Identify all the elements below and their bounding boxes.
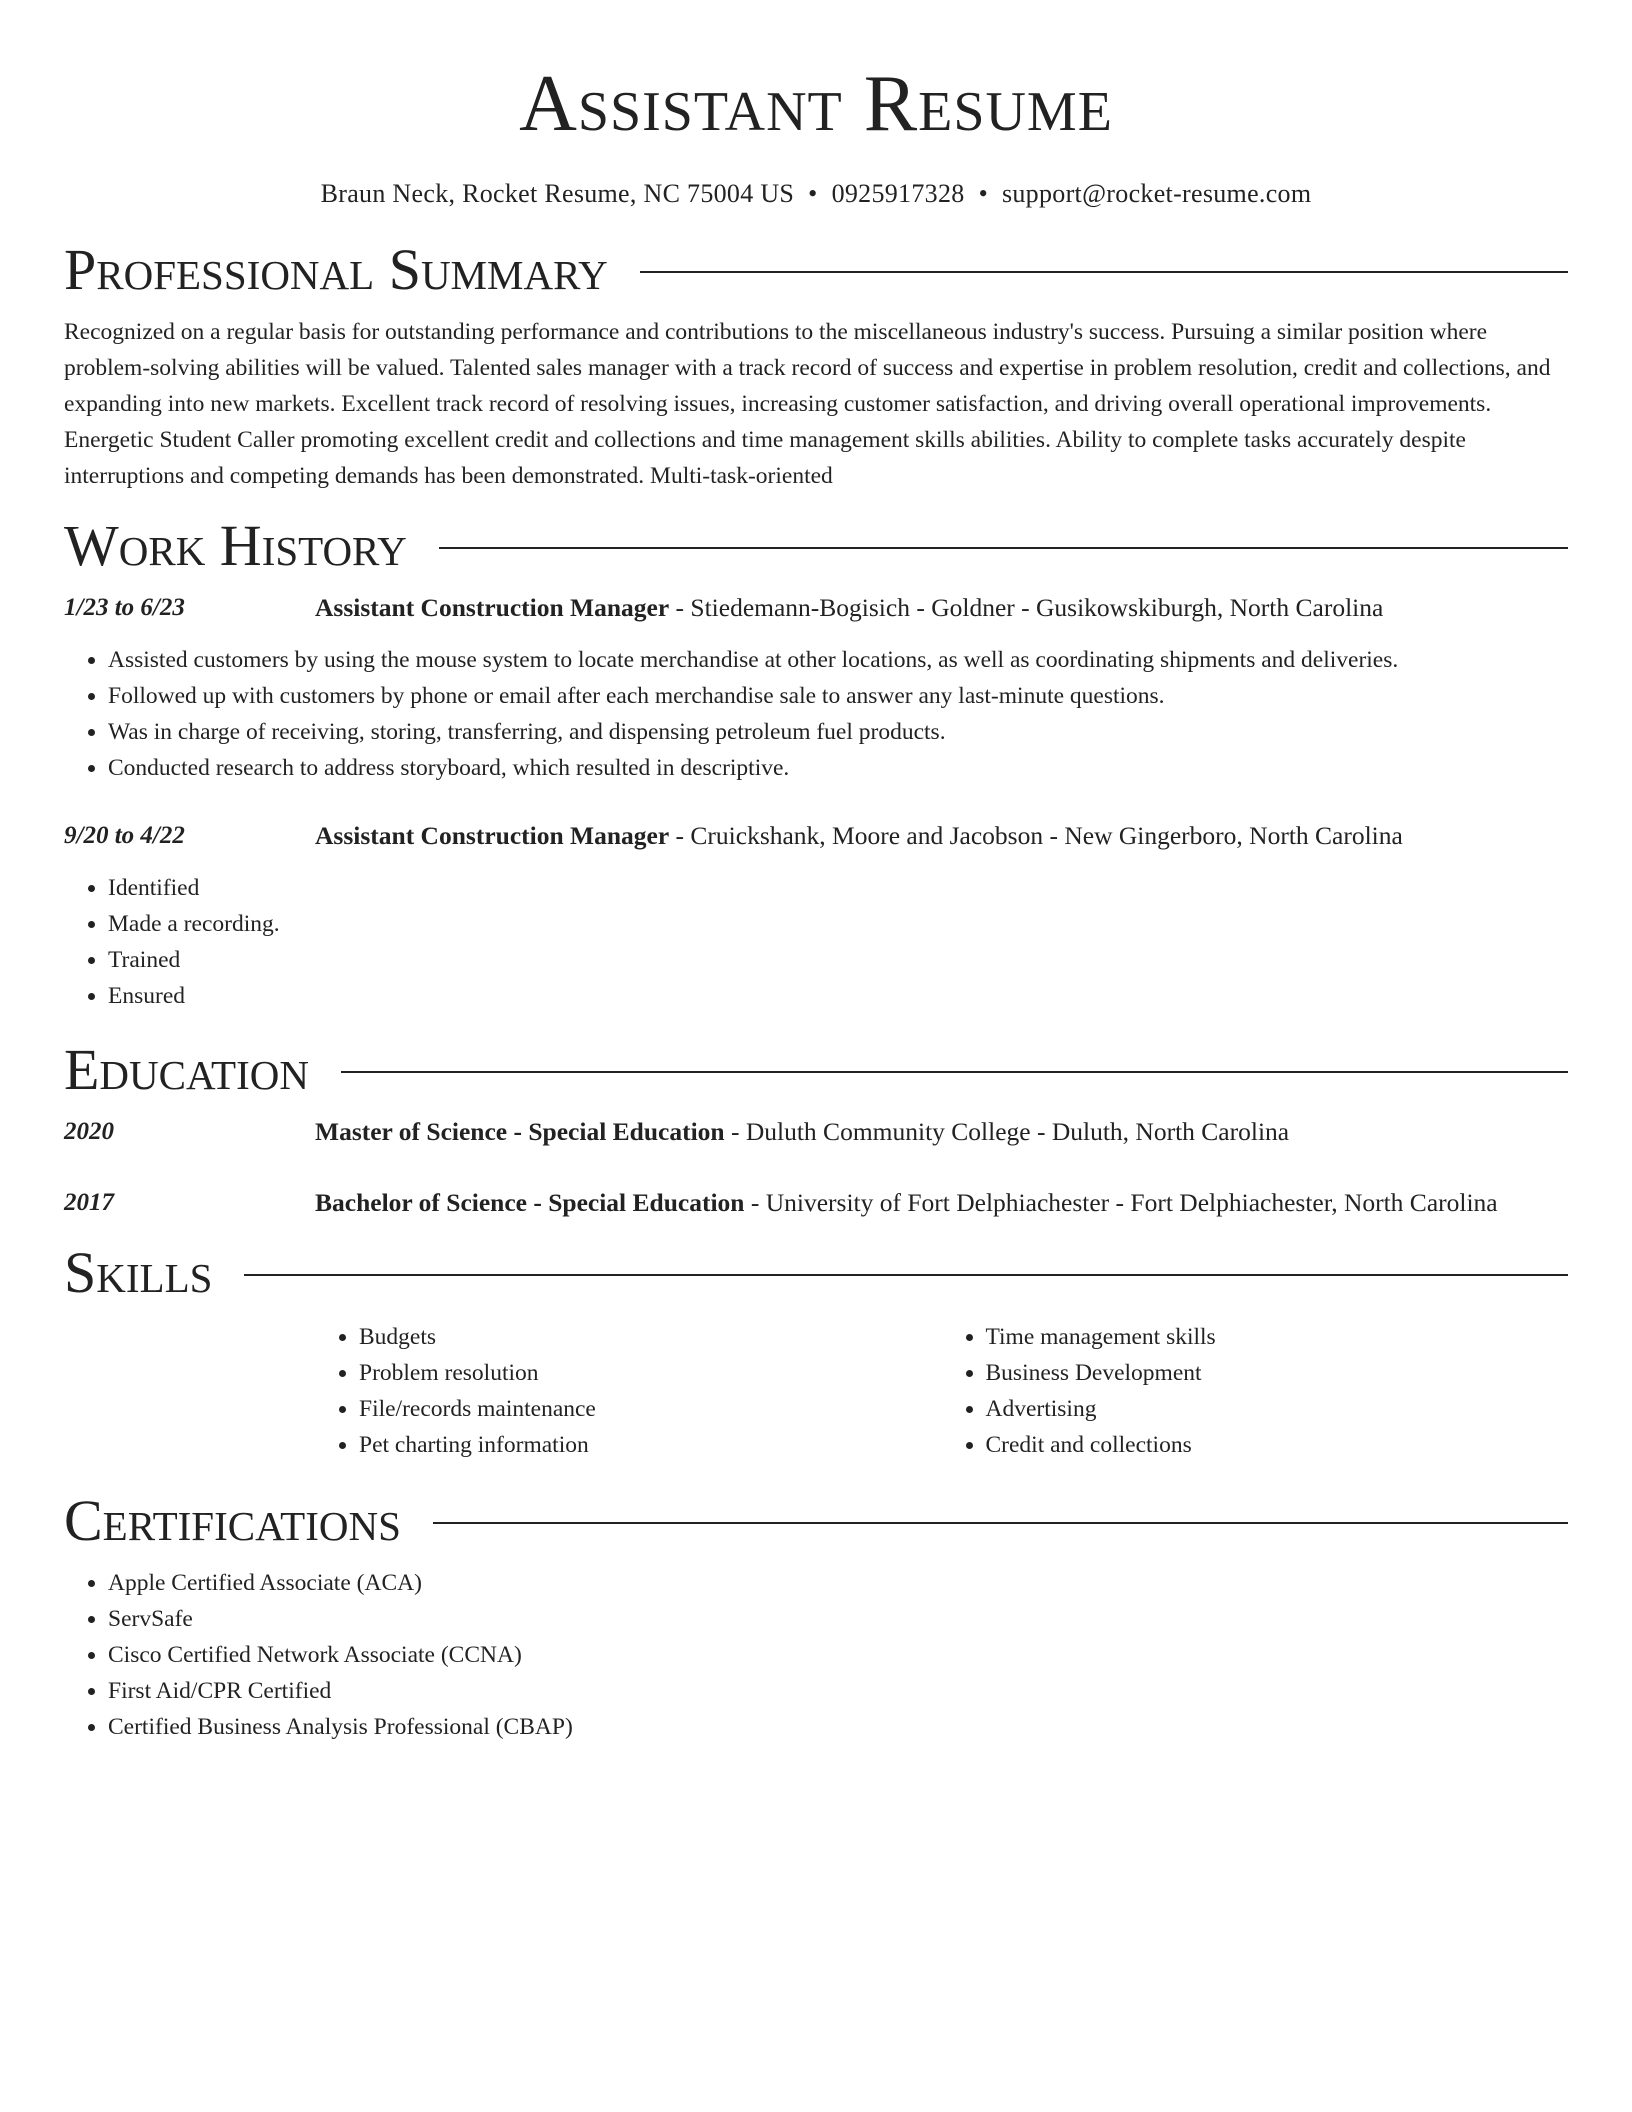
job-bullet: • Conducted research to address storyboard, which resulted in descriptive. — [108, 750, 1568, 786]
contact-separator: • — [978, 179, 988, 208]
job-bullet: • Identified — [108, 870, 1568, 906]
job-details: - Cruickshank, Moore and Jacobson - New Gingerboro, North Carolina — [669, 821, 1403, 850]
skill-item: • Business Development — [986, 1355, 1569, 1391]
certifications-list — [64, 1565, 1568, 1745]
section-divider — [433, 1522, 1568, 1524]
contact-email: support@rocket-resume.com — [1001, 179, 1312, 208]
skill-item: • Budgets — [359, 1319, 942, 1355]
skills-list — [315, 1319, 1568, 1463]
skill-item: • Problem resolution — [359, 1355, 942, 1391]
resume-title: Assistant Resume — [519, 60, 1113, 148]
education-details: - Duluth Community College - Duluth, North Carolina — [724, 1117, 1290, 1146]
certifications-heading: Certifications — [64, 1488, 401, 1553]
job-title: Assistant Construction Manager — [315, 593, 670, 622]
education-heading-line — [315, 1116, 1289, 1148]
skill-item: • Advertising — [986, 1391, 1569, 1427]
education-entry — [64, 1187, 1568, 1219]
certification-item: • Apple Certified Associate (ACA) — [108, 1565, 1568, 1601]
education-date: 2020 — [64, 1118, 114, 1145]
job-details: - Stiedemann-Bogisich - Goldner - Gusikowskiburgh, North Carolina — [669, 593, 1384, 622]
skills-heading: Skills — [64, 1240, 213, 1305]
job-bullet: • Assisted customers by using the mouse system to locate merchandise at other locations, as well as coordinating shipments and deliveries. — [108, 642, 1568, 678]
skill-item: • Time management skills — [986, 1319, 1569, 1355]
summary-text: Recognized on a regular basis for outstanding performance and contributions to the miscellaneous industry's success. Pursuing a similar position where problem-solving abilities will be valued. Talented sales manager with a track record of success and expertise in problem resolution, credit and collections, and expanding into new markets. Excellent track record of resolving issues, increasing customer satisfaction, and driving overall operational improvements. Energetic Student Caller promoting excellent credit and collections and time management skills abilities. Ability to complete tasks accurately despite interruptions and competing demands has been demonstrated. Multi-task-oriented — [64, 319, 1551, 489]
job-entry — [64, 820, 1568, 1014]
contact-phone: 0925917328 — [831, 179, 965, 208]
summary-heading: Professional Summary — [64, 237, 608, 302]
skill-item: • Pet charting information — [359, 1427, 942, 1463]
section-divider — [640, 271, 1568, 273]
contact-separator: • — [808, 179, 818, 208]
skills-section-header — [64, 1241, 1568, 1305]
section-divider — [244, 1274, 1568, 1276]
education-degree: Master of Science - Special Education — [315, 1117, 725, 1146]
job-date: 9/20 to 4/22 — [64, 822, 185, 849]
job-bullet: • Followed up with customers by phone or email after each merchandise sale to answer any last-minute questions. — [108, 678, 1568, 714]
work-heading: Work History — [64, 513, 407, 578]
certification-item: • First Aid/CPR Certified — [108, 1673, 1568, 1709]
job-title: Assistant Construction Manager — [315, 821, 670, 850]
certifications-section-header — [64, 1489, 1568, 1553]
work-section-header — [64, 514, 1568, 578]
job-date: 1/23 to 6/23 — [64, 594, 185, 621]
skill-item: • Credit and collections — [986, 1427, 1569, 1463]
certification-item: • Certified Business Analysis Professional (CBAP) — [108, 1709, 1568, 1745]
skills-column-right — [942, 1319, 1569, 1463]
education-details: - University of Fort Delphiachester - Fort Delphiachester, North Carolina — [744, 1188, 1498, 1217]
certification-item: • Cisco Certified Network Associate (CCNA) — [108, 1637, 1568, 1673]
education-heading: Education — [64, 1037, 309, 1102]
summary-section-header — [64, 238, 1568, 302]
contact-address: Braun Neck, Rocket Resume, NC 75004 US — [320, 179, 795, 208]
education-degree: Bachelor of Science - Special Education — [315, 1188, 745, 1217]
job-bullets — [64, 870, 1568, 1014]
education-date: 2017 — [64, 1189, 114, 1216]
certification-item: • ServSafe — [108, 1601, 1568, 1637]
education-entry — [64, 1116, 1568, 1148]
job-bullet: • Made a recording. — [108, 906, 1568, 942]
education-heading-line — [315, 1187, 1498, 1219]
skill-item: • File/records maintenance — [359, 1391, 942, 1427]
job-header — [64, 592, 1568, 624]
job-bullet: • Ensured — [108, 978, 1568, 1014]
section-divider — [439, 547, 1568, 549]
job-bullet: • Trained — [108, 942, 1568, 978]
job-bullets — [64, 642, 1568, 786]
job-bullet: • Was in charge of receiving, storing, transferring, and dispensing petroleum fuel products. — [108, 714, 1568, 750]
skills-column-left — [315, 1319, 942, 1463]
job-heading-line — [315, 820, 1403, 852]
section-divider — [341, 1071, 1568, 1073]
job-header — [64, 820, 1568, 852]
resume-page — [64, 0, 1568, 1745]
education-section-header — [64, 1038, 1568, 1102]
job-heading-line — [315, 592, 1383, 624]
job-entry — [64, 592, 1568, 786]
contact-line — [64, 178, 1568, 210]
